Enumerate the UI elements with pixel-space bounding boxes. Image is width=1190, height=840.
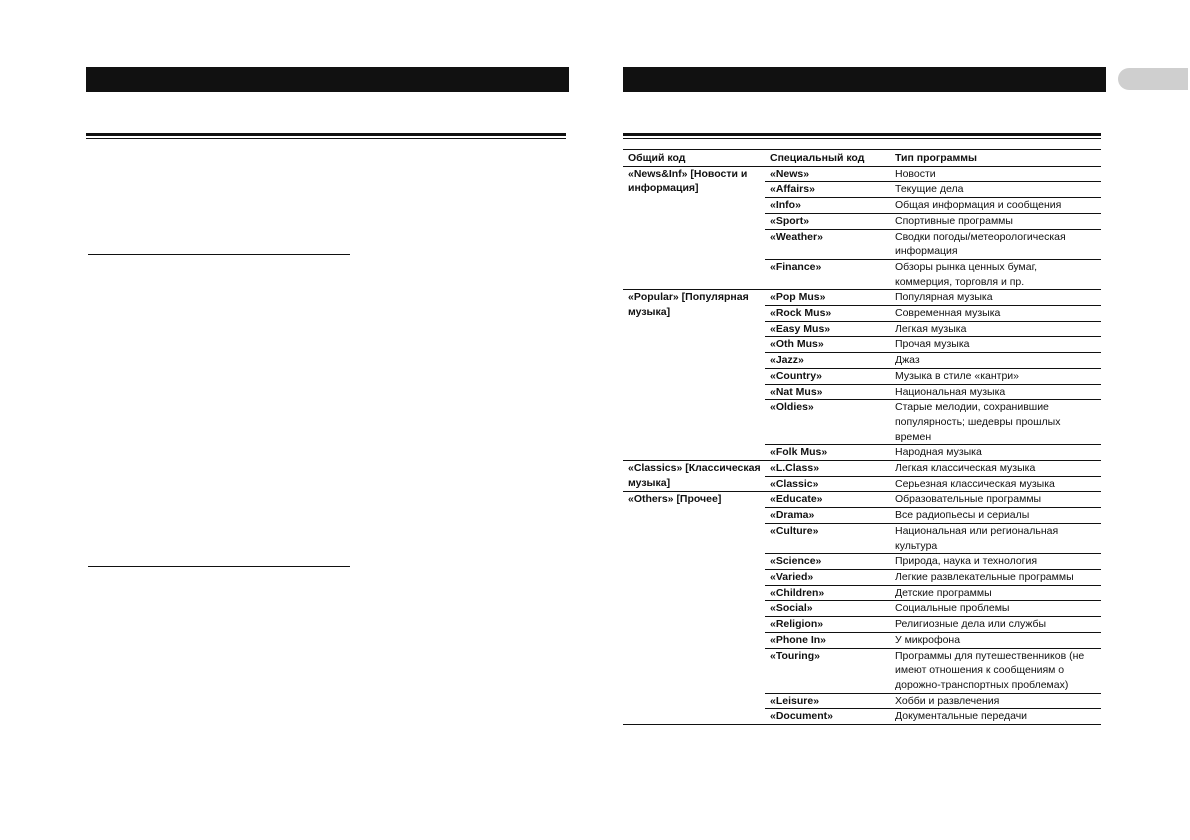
general-code-cell: «Others» [Прочее] (623, 492, 765, 725)
specific-code-cell: «Oldies» (765, 400, 890, 445)
specific-code-cell: «Varied» (765, 569, 890, 585)
right-section-rule (623, 133, 1101, 136)
program-type-cell: Национальная музыка (890, 384, 1101, 400)
language-tab (1118, 68, 1188, 90)
program-type-cell: Хобби и развлечения (890, 693, 1101, 709)
specific-code-cell: «Finance» (765, 259, 890, 289)
specific-code-cell: «News» (765, 166, 890, 182)
program-type-cell: Прочая музыка (890, 337, 1101, 353)
specific-code-cell: «Folk Mus» (765, 445, 890, 461)
specific-code-cell: «Science» (765, 554, 890, 570)
program-type-cell: Социальные проблемы (890, 601, 1101, 617)
specific-code-cell: «Sport» (765, 213, 890, 229)
header-specific-code: Специальный код (765, 150, 890, 167)
program-type-cell: Природа, наука и технология (890, 554, 1101, 570)
specific-code-cell: «Social» (765, 601, 890, 617)
program-type-cell: Современная музыка (890, 306, 1101, 322)
table-row (623, 290, 1101, 306)
specific-code-cell: «Affairs» (765, 182, 890, 198)
table-header-row (623, 150, 1101, 167)
table-row (623, 166, 1101, 182)
program-type-cell: Спортивные программы (890, 213, 1101, 229)
specific-code-cell: «Leisure» (765, 693, 890, 709)
specific-code-cell: «Classic» (765, 476, 890, 492)
program-type-cell: Серьезная классическая музыка (890, 476, 1101, 492)
table-body (623, 166, 1101, 724)
specific-code-cell: «Country» (765, 368, 890, 384)
header-general-code: Общий код (623, 150, 765, 167)
left-subsection-rule (88, 566, 350, 567)
specific-code-cell: «Rock Mus» (765, 306, 890, 322)
specific-code-cell: «Drama» (765, 508, 890, 524)
program-type-cell: Старые мелодии, сохранившие популярность; шедевры прошлых времен (890, 400, 1101, 445)
specific-code-cell: «Jazz» (765, 353, 890, 369)
general-code-cell: «Classics» [Классическая музыка] (623, 461, 765, 492)
program-type-cell: Все радиопьесы и сериалы (890, 508, 1101, 524)
specific-code-cell: «Pop Mus» (765, 290, 890, 306)
program-type-cell: Национальная или региональная культура (890, 523, 1101, 553)
right-page-header-bar (623, 67, 1106, 92)
program-type-cell: Программы для путешественников (не имеют отношения к сообщениям о дорожно-транспортных проблемах) (890, 648, 1101, 693)
specific-code-cell: «Easy Mus» (765, 321, 890, 337)
left-subsection-rule (88, 254, 350, 255)
specific-code-cell: «Oth Mus» (765, 337, 890, 353)
program-type-cell: Новости (890, 166, 1101, 182)
specific-code-cell: «Phone In» (765, 632, 890, 648)
program-type-cell: Легкая музыка (890, 321, 1101, 337)
specific-code-cell: «Children» (765, 585, 890, 601)
program-type-cell: У микрофона (890, 632, 1101, 648)
program-type-cell: Сводки погоды/метеорологическая информация (890, 229, 1101, 259)
program-type-cell: Популярная музыка (890, 290, 1101, 306)
general-code-cell: «News&Inf» [Новости и информация] (623, 166, 765, 290)
program-type-cell: Текущие дела (890, 182, 1101, 198)
pty-code-table (623, 149, 1101, 725)
program-type-cell: Легкие развлекательные программы (890, 569, 1101, 585)
specific-code-cell: «Culture» (765, 523, 890, 553)
specific-code-cell: «Nat Mus» (765, 384, 890, 400)
program-type-cell: Общая информация и сообщения (890, 198, 1101, 214)
program-type-cell: Обзоры рынка ценных бумаг, коммерция, торговля и пр. (890, 259, 1101, 289)
specific-code-cell: «L.Class» (765, 461, 890, 477)
program-type-cell: Музыка в стиле «кантри» (890, 368, 1101, 384)
program-type-cell: Легкая классическая музыка (890, 461, 1101, 477)
general-code-cell: «Popular» [Популярная музыка] (623, 290, 765, 461)
program-type-cell: Образовательные программы (890, 492, 1101, 508)
specific-code-cell: «Touring» (765, 648, 890, 693)
program-type-cell: Джаз (890, 353, 1101, 369)
specific-code-cell: «Religion» (765, 617, 890, 633)
left-page-header-bar (86, 67, 569, 92)
program-type-cell: Детские программы (890, 585, 1101, 601)
header-program-type: Тип программы (890, 150, 1101, 167)
program-type-cell: Народная музыка (890, 445, 1101, 461)
specific-code-cell: «Weather» (765, 229, 890, 259)
specific-code-cell: «Info» (765, 198, 890, 214)
program-type-cell: Религиозные дела или службы (890, 617, 1101, 633)
table-row (623, 492, 1101, 508)
left-section-rule (86, 133, 566, 136)
specific-code-cell: «Educate» (765, 492, 890, 508)
program-type-cell: Документальные передачи (890, 709, 1101, 725)
table-row (623, 461, 1101, 477)
specific-code-cell: «Document» (765, 709, 890, 725)
